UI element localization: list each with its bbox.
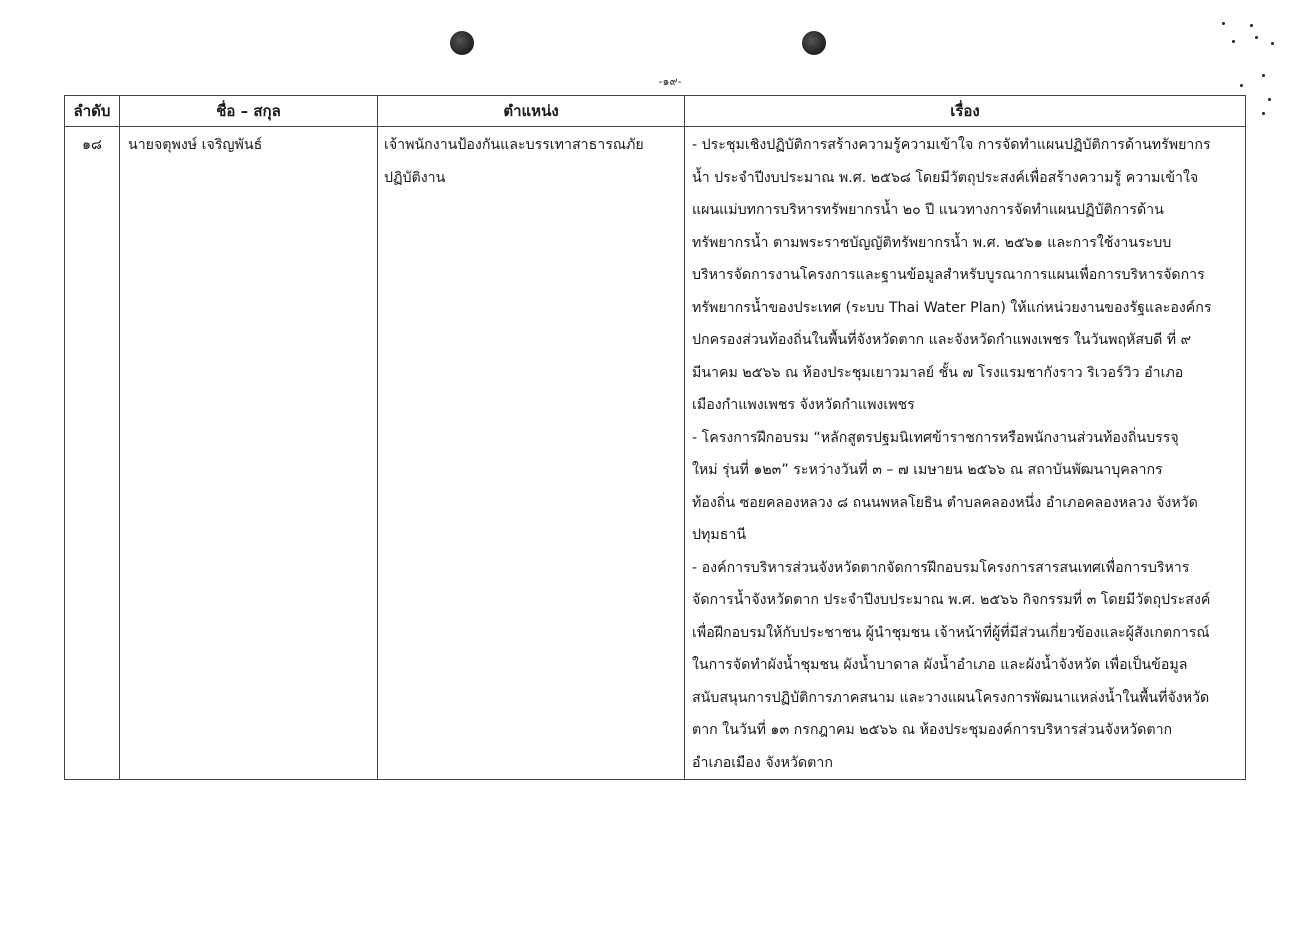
topic-line: บริหารจัดการงานโครงการและฐานข้อมูลสำหรับบูรณาการแผนเพื่อการบริหารจัดการ xyxy=(692,267,1205,283)
topic-line: ตาก ในวันที่ ๑๓ กรกฎาคม ๒๕๖๖ ณ ห้องประชุมองค์การบริหารส่วนจังหวัดตาก xyxy=(692,722,1173,738)
topic-line: อำเภอเมือง จังหวัดตาก xyxy=(692,754,833,771)
topic-cell xyxy=(685,127,1246,780)
position-line: ปฏิบัติงาน xyxy=(384,169,446,186)
topic-line: ปกครองส่วนท้องถิ่นในพื้นที่จังหวัดตาก และจังหวัดกำแพงเพชร ในวันพฤหัสบดี ที่ ๙ xyxy=(692,332,1192,348)
topic-line: - องค์การบริหารส่วนจังหวัดตากจัดการฝึกอบรมโครงการสารสนเทศเพื่อการบริหาร xyxy=(692,559,1190,576)
punch-hole-left xyxy=(450,31,474,55)
topic-line: น้ำ ประจำปีงบประมาณ พ.ศ. ๒๕๖๘ โดยมีวัตถุประสงค์เพื่อสร้างความรู้ ความเข้าใจ xyxy=(692,169,1199,186)
topic-line: - โครงการฝึกอบรม “หลักสูตรปฐมนิเทศข้าราชการหรือพนักงานส่วนท้องถิ่นบรรจุ xyxy=(692,429,1179,446)
record-table xyxy=(64,95,1246,780)
topic-line: สนับสนุนการปฏิบัติการภาคสนาม และวางแผนโครงการพัฒนาแหล่งน้ำในพื้นที่จังหวัด xyxy=(692,689,1210,706)
page-number: -๑๙- xyxy=(658,75,682,88)
topic-line: ทรัพยากรน้ำของประเทศ (ระบบ Thai Water Plan) ให้แก่หน่วยงานของรัฐและองค์กร xyxy=(692,299,1212,316)
topic-line: ในการจัดทำผังน้ำชุมชน ผังน้ำบาดาล ผังน้ำอำเภอ และผังน้ำจังหวัด เพื่อเป็นข้อมูล xyxy=(692,657,1188,673)
topic-line: จัดการน้ำจังหวัดตาก ประจำปีงบประมาณ พ.ศ. ๒๕๖๖ กิจกรรมที่ ๓ โดยมีวัตถุประสงค์ xyxy=(692,592,1211,608)
header-position: ตำแหน่ง xyxy=(378,96,685,127)
header-topic: เรื่อง xyxy=(685,96,1246,127)
topic-line: - ประชุมเชิงปฏิบัติการสร้างความรู้ความเข้าใจ การจัดทำแผนปฏิบัติการด้านทรัพยากร xyxy=(692,137,1211,153)
header-name: ชื่อ – สกุล xyxy=(120,96,378,127)
topic-line: ทรัพยากรน้ำ ตามพระราชบัญญัติทรัพยากรน้ำ พ.ศ. ๒๕๖๑ และการใช้งานระบบ xyxy=(692,234,1172,251)
topic-line: มีนาคม ๒๕๖๖ ณ ห้องประชุมเยาวมาลย์ ชั้น ๗ โรงแรมชากังราว ริเวอร์วิว อำเภอ xyxy=(692,364,1184,381)
table-row xyxy=(65,127,1246,780)
row-number: ๑๘ xyxy=(65,127,120,780)
topic-line: เมืองกำแพงเพชร จังหวัดกำแพงเพชร xyxy=(692,397,915,413)
person-name: นายจตุพงษ์ เจริญพันธ์ xyxy=(120,127,378,780)
topic-line: แผนแม่บทการบริหารทรัพยากรน้ำ ๒๐ ปี แนวทางการจัดทำแผนปฏิบัติการด้าน xyxy=(692,202,1164,218)
topic-line: เพื่อฝึกอบรมให้กับประชาชน ผู้นำชุมชน เจ้าหน้าที่ผู้ที่มีส่วนเกี่ยวข้องและผู้สังเกตการณ์ xyxy=(692,624,1210,641)
position-cell xyxy=(378,127,685,780)
topic-line: ใหม่ รุ่นที่ ๑๒๓” ระหว่างวันที่ ๓ – ๗ เมษายน ๒๕๖๖ ณ สถาบันพัฒนาบุคลากร xyxy=(692,462,1163,478)
topic-line: ท้องถิ่น ซอยคลองหลวง ๘ ถนนพหลโยธิน ตำบลคลองหนึ่ง อำเภอคลองหลวง จังหวัด xyxy=(692,494,1198,511)
header-no: ลำดับ xyxy=(65,96,120,127)
punch-hole-right xyxy=(802,31,826,55)
position-line: เจ้าพนักงานป้องกันและบรรเทาสาธารณภัย xyxy=(384,137,644,153)
topic-line: ปทุมธานี xyxy=(692,527,747,543)
table-header-row xyxy=(65,96,1246,127)
